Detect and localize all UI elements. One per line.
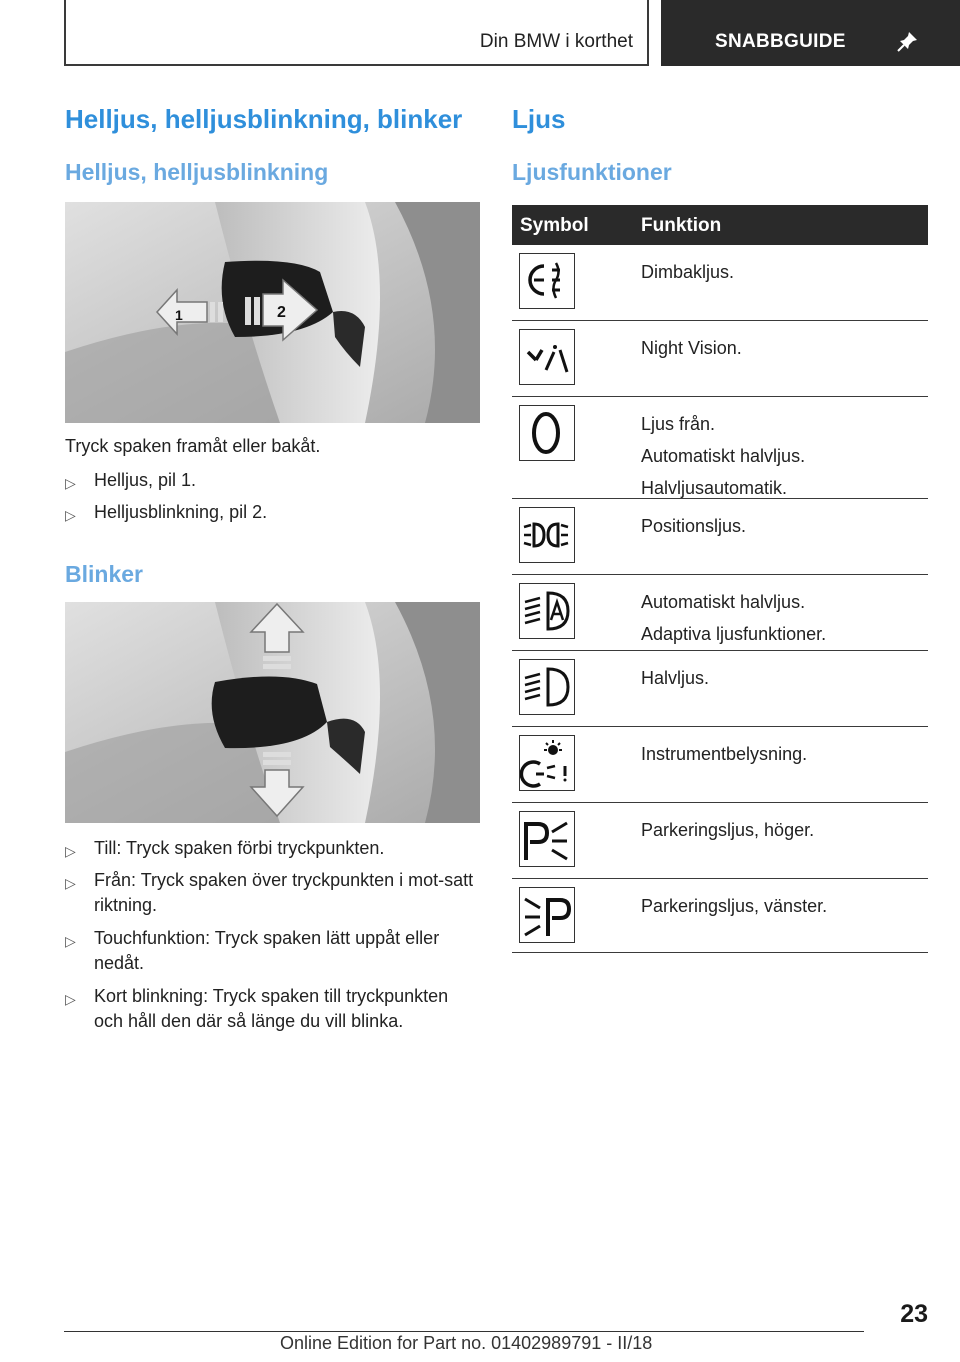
function-text: Halvljusautomatik. (641, 478, 788, 498)
table-row (512, 575, 928, 651)
high-beam-intro-text: Tryck spaken framåt eller bakåt. (65, 436, 321, 456)
function-text: Automatiskt halvljus. (641, 446, 806, 466)
table-row (512, 321, 928, 397)
bullet-triangle-icon: ▷ (65, 475, 76, 491)
light-functions-subheading: Ljusfunktioner (512, 159, 672, 185)
function-text: Automatiskt halvljus. (641, 592, 806, 612)
function-text: Positionsljus. (641, 516, 747, 536)
indicator-bullet-3: ▷ Touchfunktion: Tryck spaken lätt uppåt eller nedåt. (65, 928, 440, 973)
bullet-triangle-icon: ▷ (65, 991, 76, 1007)
bullet-triangle-icon: ▷ (65, 933, 76, 949)
light-functions-table-header (512, 205, 928, 245)
function-text: Halvljus. (641, 668, 710, 688)
bullet-triangle-icon: ▷ (65, 843, 76, 859)
table-row (512, 879, 928, 953)
header-section-title: Din BMW i korthet (479, 31, 633, 52)
col-header-function: Funktion (641, 215, 722, 236)
fog-light-icon (519, 253, 575, 309)
table-row (512, 651, 928, 727)
arrow-2-label: 2 (277, 304, 286, 321)
function-text: Dimbakljus. (641, 262, 735, 282)
auto-low-beam-icon (519, 583, 575, 639)
table-row (512, 245, 928, 321)
function-text: Parkeringsljus, höger. (641, 820, 815, 840)
function-text: Parkeringsljus, vänster. (641, 896, 828, 916)
table-row (512, 499, 928, 575)
bullet-triangle-icon: ▷ (65, 875, 76, 891)
header-guide-label: SNABBGUIDE (715, 31, 846, 52)
function-text: Ljus från. (641, 414, 716, 434)
table-row (512, 397, 928, 499)
high-beam-lever-figure (65, 202, 480, 423)
bullet-triangle-icon: ▷ (65, 507, 76, 523)
indicator-lever-figure (65, 602, 480, 823)
high-beam-subheading: Helljus, helljusblinkning (65, 159, 329, 185)
function-text: Adaptiva ljusfunktioner. (641, 624, 827, 644)
footer-edition: Online Edition for Part no. 01402989791 - II/18 (280, 1333, 653, 1353)
position-lights-icon (519, 507, 575, 563)
function-text: Night Vision. (641, 338, 742, 358)
function-text: Instrumentbelysning. (641, 744, 808, 764)
indicator-bullet-2: ▷ Från: Tryck spaken över tryckpunkten i mot-satt riktning. (65, 870, 474, 915)
parking-light-left-icon (519, 887, 575, 943)
quickguide-pin-icon (897, 30, 919, 52)
header-guide-box (661, 0, 960, 66)
parking-light-right-icon (519, 811, 575, 867)
lights-off-icon (519, 405, 575, 461)
high-beam-bullet-2: ▷ Helljusblinkning, pil 2. (65, 500, 480, 525)
footer-divider (64, 1331, 864, 1332)
lights-heading: Ljus (512, 104, 566, 134)
high-beam-bullet-1: ▷ Helljus, pil 1. (65, 468, 480, 493)
high-beam-indicator-heading: Helljus, helljusblinkning, blinker (65, 104, 463, 134)
indicator-bullet-4: ▷ Kort blinkning: Tryck spaken till tryckpunkten och håll den där så länge du vill blinka. (65, 986, 449, 1031)
page-number: 23 (900, 1300, 928, 1328)
low-beam-icon (519, 659, 575, 715)
header-section-box (64, 0, 649, 66)
col-header-symbol: Symbol (520, 215, 589, 236)
table-row (512, 803, 928, 879)
indicator-subheading: Blinker (65, 561, 143, 587)
indicator-bullet-1: ▷ Till: Tryck spaken förbi tryckpunkten. (65, 836, 480, 861)
instrument-lighting-icon (519, 735, 575, 791)
night-vision-icon (519, 329, 575, 385)
arrow-1-label: 1 (175, 307, 183, 323)
table-row (512, 727, 928, 803)
